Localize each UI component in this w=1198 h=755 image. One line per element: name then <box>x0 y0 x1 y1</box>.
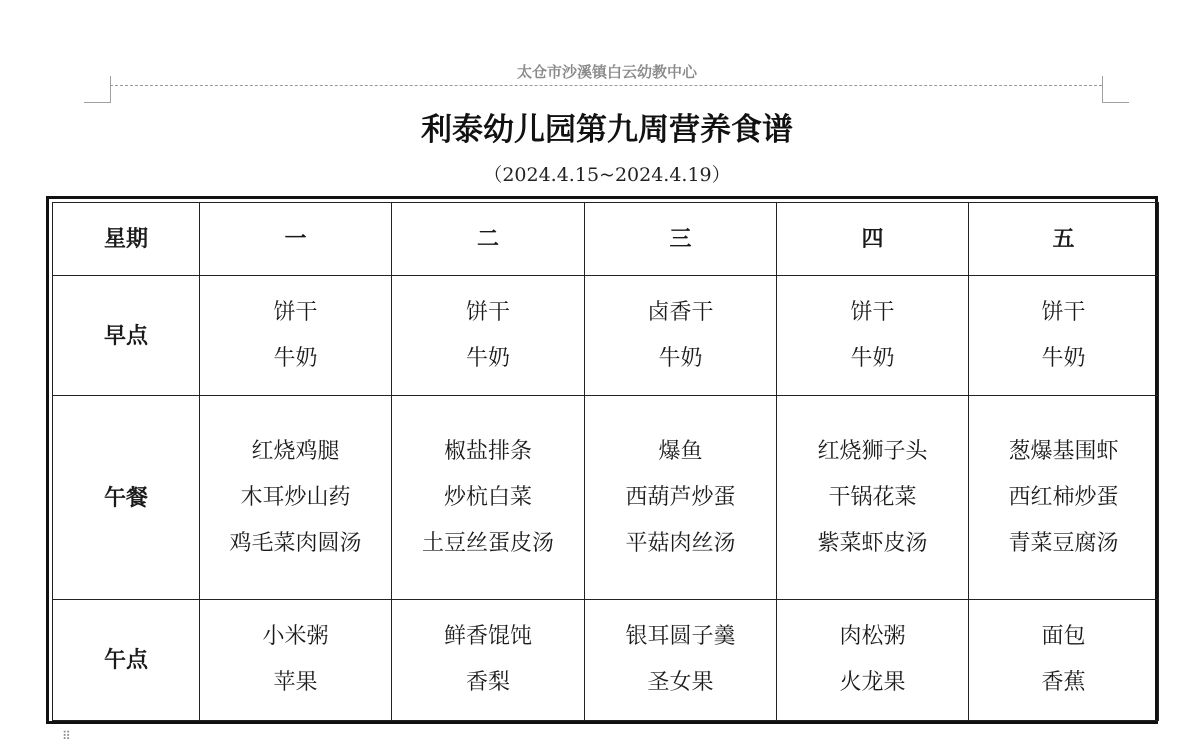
meal-label: 早点 <box>53 276 200 396</box>
day-header: 四 <box>777 203 969 276</box>
dish: 香蕉 <box>1041 670 1086 695</box>
dish: 牛奶 <box>465 345 510 371</box>
dish: 牛奶 <box>273 345 318 371</box>
dish: 木耳炒山药 <box>240 484 351 510</box>
table-row <box>53 276 1159 396</box>
dish: 牛奶 <box>1041 345 1086 371</box>
menu-cell <box>392 600 585 721</box>
dish: 红烧鸡腿 <box>251 438 340 464</box>
menu-cell <box>585 276 777 396</box>
meal-label: 午餐 <box>53 396 200 600</box>
menu-cell <box>777 276 969 396</box>
day-header: 一 <box>200 203 392 276</box>
menu-cell <box>392 276 585 396</box>
dish: 饼干 <box>273 299 318 325</box>
menu-cell <box>777 600 969 721</box>
dish: 鲜香馄饨 <box>443 624 532 649</box>
dish: 鸡毛菜肉圆汤 <box>229 530 362 556</box>
dish: 饼干 <box>465 299 510 325</box>
menu-table <box>52 202 1159 721</box>
dish: 饼干 <box>1041 299 1086 325</box>
header-divider <box>110 85 1102 86</box>
dish: 干锅花菜 <box>828 484 917 510</box>
menu-table-frame <box>46 196 1158 724</box>
menu-cell <box>585 600 777 721</box>
menu-cell <box>200 276 392 396</box>
dish: 爆鱼 <box>658 438 703 464</box>
dish: 青菜豆腐汤 <box>1008 530 1119 556</box>
dish: 肉松粥 <box>839 624 906 649</box>
dish: 小米粥 <box>262 624 329 649</box>
dish: 西葫芦炒蛋 <box>625 484 736 510</box>
dish: 面包 <box>1041 624 1086 649</box>
table-header-row <box>53 203 1159 276</box>
menu-cell <box>200 600 392 721</box>
dish: 土豆丝蛋皮汤 <box>421 530 554 556</box>
day-header: 三 <box>585 203 777 276</box>
dish: 香梨 <box>465 670 510 695</box>
date-range: （2024.4.15~2024.4.19） <box>483 164 731 186</box>
dish: 葱爆基围虾 <box>1008 438 1119 464</box>
day-header: 五 <box>969 203 1159 276</box>
dish: 饼干 <box>850 299 895 325</box>
dish: 紫菜虾皮汤 <box>817 530 928 556</box>
dish: 牛奶 <box>850 345 895 371</box>
day-header: 二 <box>392 203 585 276</box>
dish: 红烧狮子头 <box>817 438 928 464</box>
menu-cell <box>969 396 1159 600</box>
drag-handle-icon[interactable]: ⠿ <box>62 729 72 743</box>
meal-label: 午点 <box>53 600 200 721</box>
dish: 卤香干 <box>647 299 714 325</box>
dish: 平菇肉丝汤 <box>625 530 736 556</box>
page-header: 太仓市沙溪镇白云幼教中心 <box>516 63 697 81</box>
menu-cell <box>777 396 969 600</box>
menu-cell <box>585 396 777 600</box>
dish: 椒盐排条 <box>443 438 532 464</box>
menu-cell <box>969 276 1159 396</box>
table-row <box>53 600 1159 721</box>
dish: 牛奶 <box>658 345 703 371</box>
menu-cell <box>969 600 1159 721</box>
menu-cell <box>392 396 585 600</box>
menu-cell <box>200 396 392 600</box>
dish: 银耳圆子羹 <box>625 624 736 649</box>
corner-label: 星期 <box>53 203 200 276</box>
dish: 圣女果 <box>647 670 714 695</box>
dish: 炒杭白菜 <box>443 484 532 510</box>
dish: 苹果 <box>273 670 318 695</box>
document-title: 利泰幼儿园第九周营养食谱 <box>421 112 793 148</box>
table-row <box>53 396 1159 600</box>
dish: 火龙果 <box>839 670 906 695</box>
dish: 西红柿炒蛋 <box>1008 484 1119 510</box>
